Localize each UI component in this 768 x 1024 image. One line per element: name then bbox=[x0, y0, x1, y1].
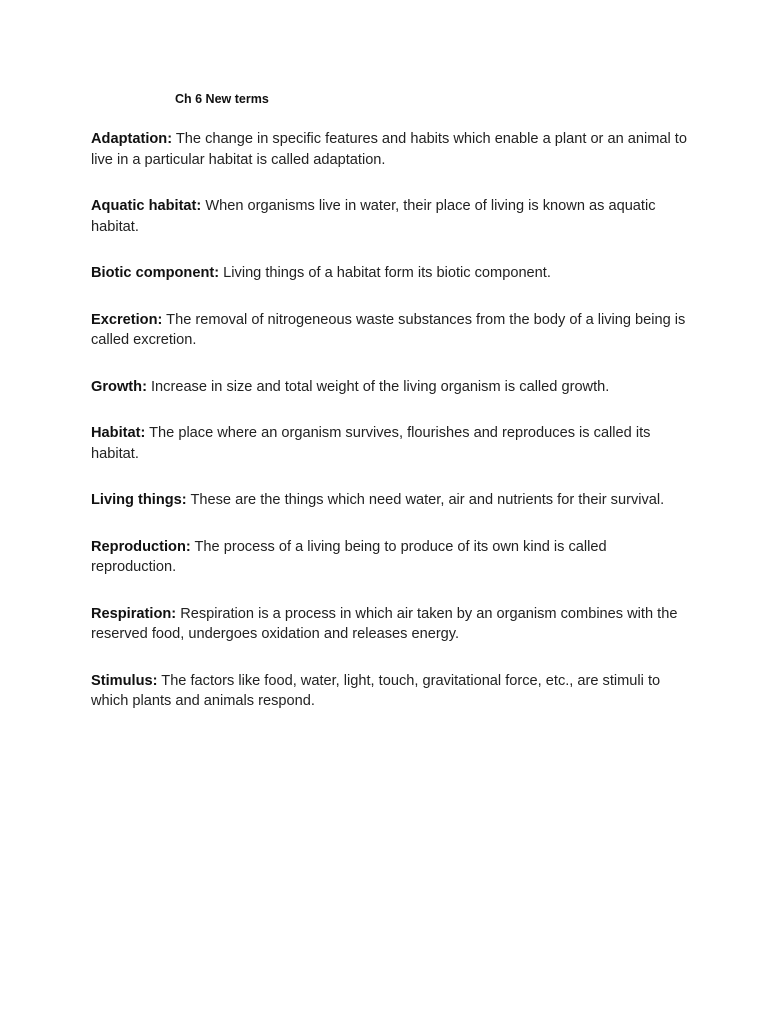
term-name: Reproduction: bbox=[91, 538, 191, 555]
term-entry-reproduction bbox=[91, 537, 691, 578]
term-definition: Living things of a habitat form its biotic component. bbox=[223, 265, 551, 281]
term-name: Biotic component: bbox=[91, 265, 220, 281]
term-name: Excretion: bbox=[91, 311, 163, 328]
term-entry-respiration bbox=[91, 604, 691, 645]
term-name: Aquatic habitat: bbox=[91, 198, 202, 214]
term-name: Living things: bbox=[91, 492, 187, 508]
term-definition: The factors like food, water, light, touch, gravitational force, etc., are stimuli to which plants and animals respond. bbox=[91, 672, 661, 709]
terms-list bbox=[91, 129, 691, 738]
term-definition: Increase in size and total weight of the living organism is called growth. bbox=[151, 378, 610, 395]
term-definition: The removal of nitrogeneous waste substances from the body of a living being is called excretion. bbox=[91, 311, 686, 348]
term-definition: The process of a living being to produce of its own kind is called reproduction. bbox=[91, 538, 607, 575]
term-definition: The change in specific features and habits which enable a plant or an animal to live in a particular habitat is called adaptation. bbox=[91, 131, 687, 168]
term-entry-habitat bbox=[91, 423, 691, 464]
term-name: Habitat: bbox=[91, 425, 146, 441]
term-definition: These are the things which need water, air and nutrients for their survival. bbox=[190, 492, 665, 508]
term-name: Respiration: bbox=[91, 605, 177, 622]
term-entry-growth bbox=[91, 377, 691, 398]
term-entry-stimulus bbox=[91, 671, 691, 712]
term-entry-excretion bbox=[91, 310, 691, 351]
term-definition: The place where an organism survives, flourishes and reproduces is called its habitat. bbox=[91, 425, 651, 462]
term-entry-biotic-component bbox=[91, 263, 691, 284]
document-title: Ch 6 New terms bbox=[175, 92, 269, 106]
term-name: Adaptation: bbox=[91, 131, 173, 147]
term-name: Stimulus: bbox=[91, 672, 158, 689]
term-entry-aquatic-habitat bbox=[91, 196, 691, 237]
term-definition: Respiration is a process in which air taken by an organism combines with the reserved food, undergoes oxidation and releases energy. bbox=[91, 605, 678, 642]
term-definition: When organisms live in water, their place of living is known as aquatic habitat. bbox=[91, 198, 656, 235]
term-entry-living-things bbox=[91, 490, 691, 511]
term-entry-adaptation bbox=[91, 129, 691, 170]
term-name: Growth: bbox=[91, 378, 147, 395]
